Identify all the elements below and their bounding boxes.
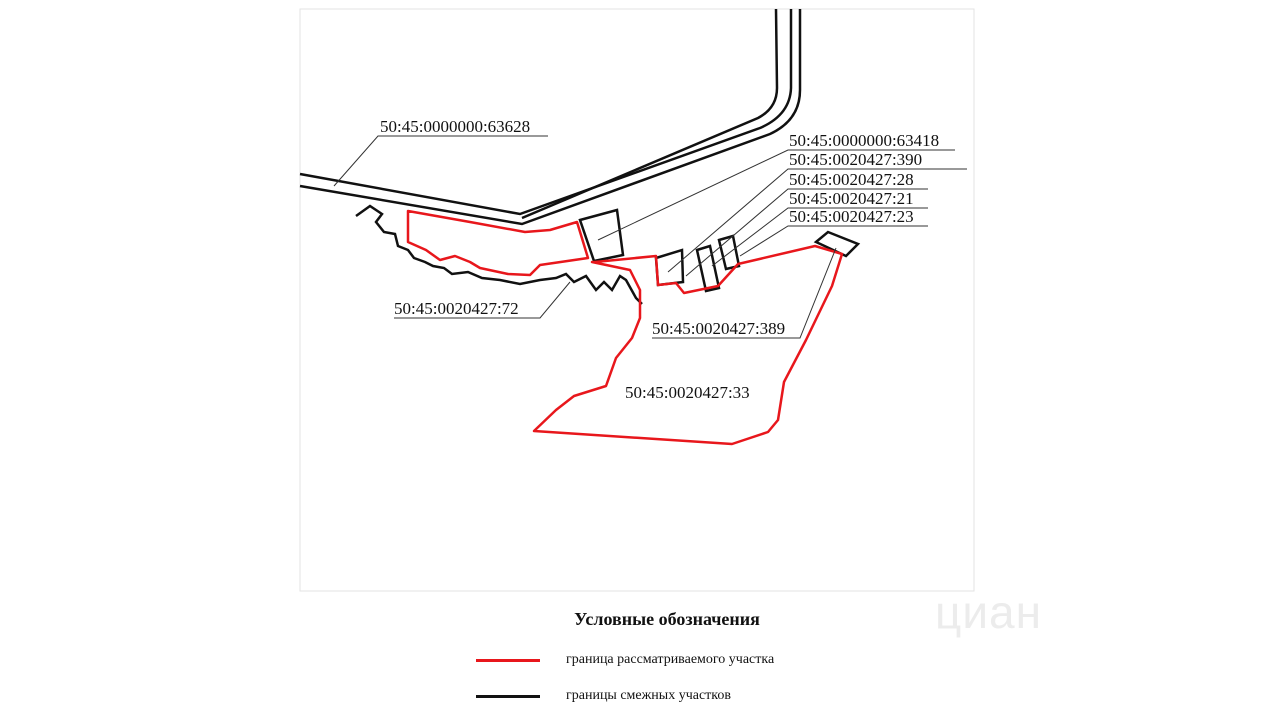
- legend-item-adjacent: [476, 685, 731, 707]
- label-21: 50:45:0020427:21: [789, 189, 914, 208]
- legend-label-adjacent: границы смежных участков: [566, 688, 731, 703]
- label-63628: 50:45:0000000:63628: [380, 117, 531, 136]
- road-boundary-top: [522, 9, 777, 218]
- adjacent-parcel-389-box: [656, 250, 683, 285]
- adjacent-parcel-28: [697, 246, 719, 291]
- legend-black-line: [476, 695, 540, 698]
- legend-red-line: [476, 659, 540, 662]
- leader-63628: [334, 136, 548, 186]
- label-389: 50:45:0020427:389: [652, 319, 786, 338]
- label-28: 50:45:0020427:28: [789, 170, 914, 189]
- legend-label-examined: граница рассматриваемого участка: [566, 652, 775, 667]
- legend-title: Условные обозначения: [574, 609, 760, 629]
- watermark: циан: [935, 586, 1043, 638]
- label-390: 50:45:0020427:390: [789, 150, 923, 169]
- label-72: 50:45:0020427:72: [394, 299, 519, 318]
- label-63418: 50:45:0000000:63418: [789, 131, 940, 150]
- label-23: 50:45:0020427:23: [789, 207, 914, 226]
- legend-item-examined: [476, 649, 774, 671]
- road-boundary-inner: [300, 9, 800, 224]
- label-33: 50:45:0020427:33: [625, 383, 750, 402]
